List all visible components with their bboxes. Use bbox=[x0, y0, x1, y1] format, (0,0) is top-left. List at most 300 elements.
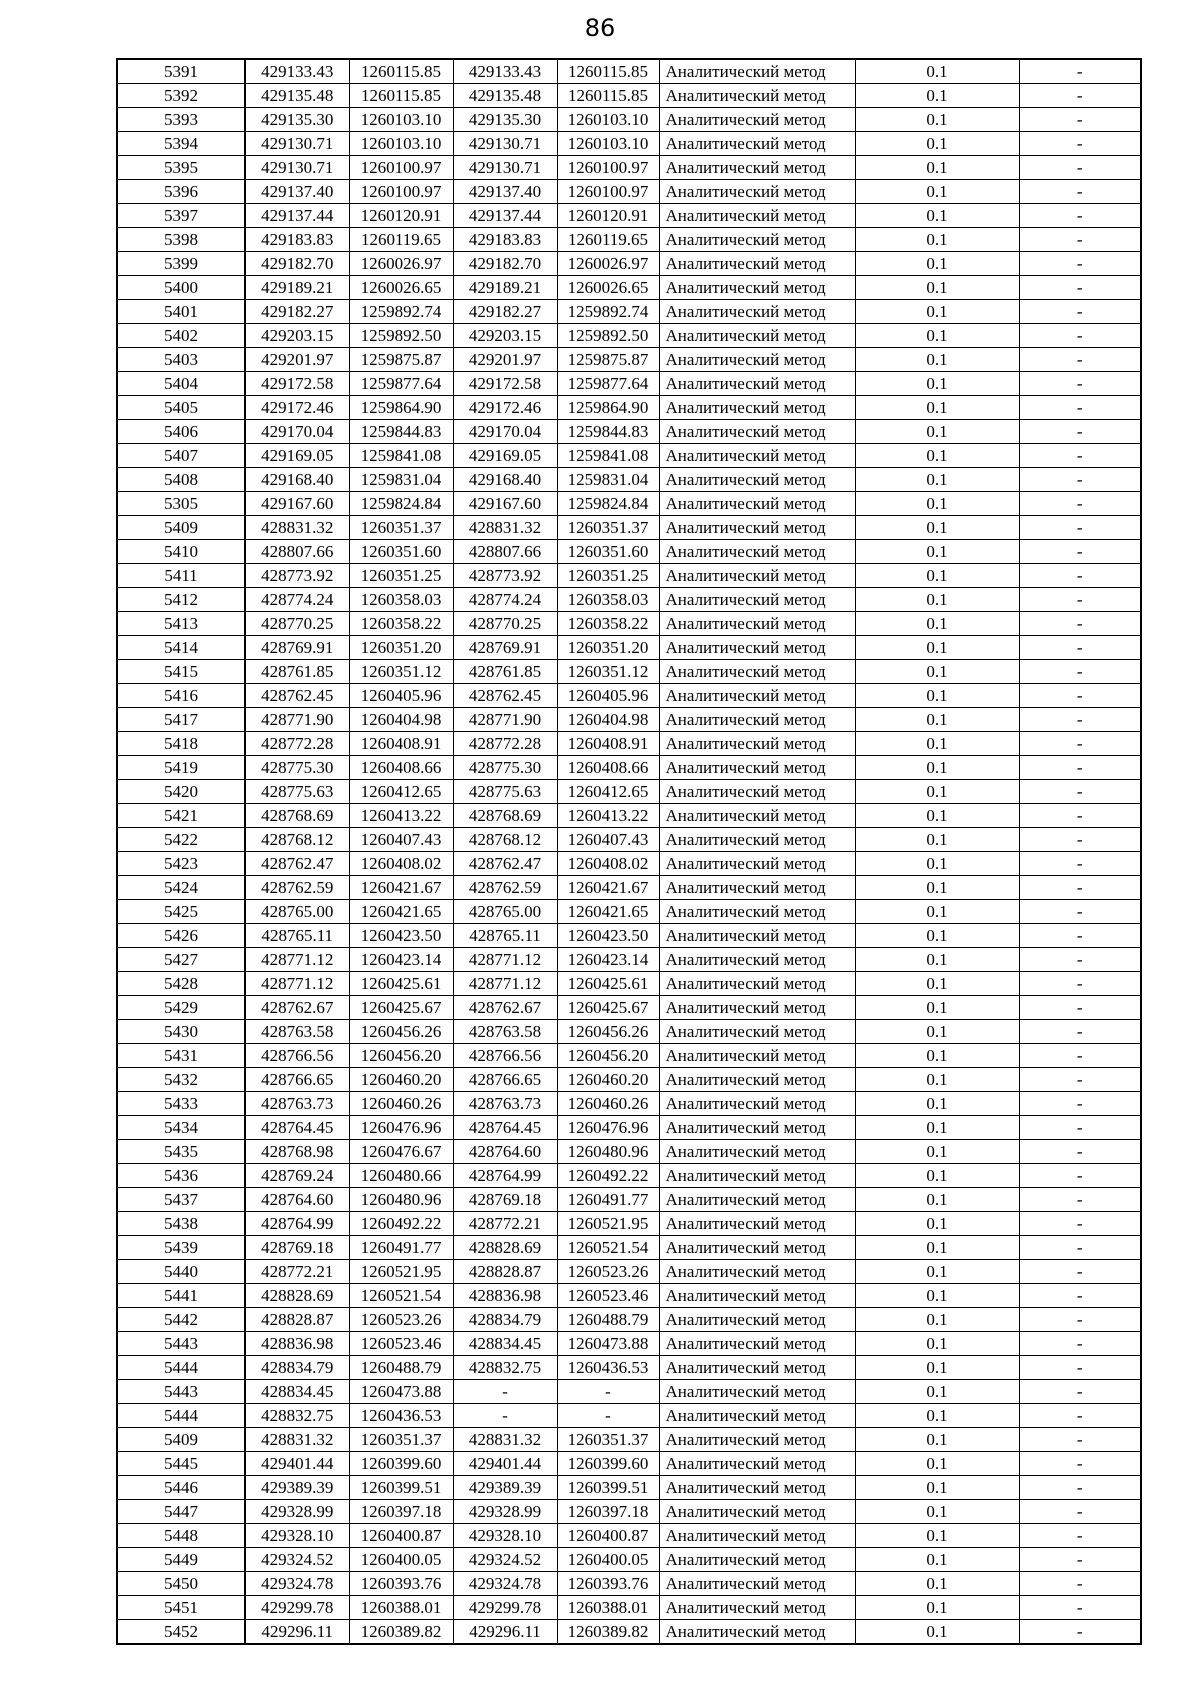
method-cell: Аналитический метод bbox=[659, 132, 855, 156]
method-cell: Аналитический метод bbox=[659, 660, 855, 684]
point-number-cell: 5422 bbox=[117, 828, 245, 852]
x-old-cell: 429137.40 bbox=[245, 180, 349, 204]
accuracy-cell: 0.1 bbox=[855, 1548, 1019, 1572]
note-cell: - bbox=[1019, 684, 1141, 708]
note-cell: - bbox=[1019, 540, 1141, 564]
y-new-cell: - bbox=[557, 1380, 659, 1404]
y-old-cell: 1260389.82 bbox=[349, 1620, 453, 1645]
point-number-cell: 5442 bbox=[117, 1308, 245, 1332]
x-new-cell: 429296.11 bbox=[453, 1620, 557, 1645]
accuracy-cell: 0.1 bbox=[855, 1380, 1019, 1404]
x-old-cell: 429203.15 bbox=[245, 324, 349, 348]
accuracy-cell: 0.1 bbox=[855, 444, 1019, 468]
point-number-cell: 5391 bbox=[117, 59, 245, 84]
y-old-cell: 1260351.20 bbox=[349, 636, 453, 660]
point-number-cell: 5445 bbox=[117, 1452, 245, 1476]
note-cell: - bbox=[1019, 1380, 1141, 1404]
y-old-cell: 1260425.61 bbox=[349, 972, 453, 996]
y-new-cell: 1260103.10 bbox=[557, 108, 659, 132]
y-old-cell: 1260115.85 bbox=[349, 84, 453, 108]
y-new-cell: 1259841.08 bbox=[557, 444, 659, 468]
x-new-cell: 428807.66 bbox=[453, 540, 557, 564]
y-new-cell: 1260351.12 bbox=[557, 660, 659, 684]
table-row bbox=[117, 324, 1141, 348]
accuracy-cell: 0.1 bbox=[855, 780, 1019, 804]
y-new-cell: 1260115.85 bbox=[557, 84, 659, 108]
x-old-cell: 428775.30 bbox=[245, 756, 349, 780]
x-new-cell: 429169.05 bbox=[453, 444, 557, 468]
x-new-cell: 429324.78 bbox=[453, 1572, 557, 1596]
x-new-cell: 428764.60 bbox=[453, 1140, 557, 1164]
accuracy-cell: 0.1 bbox=[855, 828, 1019, 852]
y-old-cell: 1260393.76 bbox=[349, 1572, 453, 1596]
x-old-cell: 428771.12 bbox=[245, 948, 349, 972]
table-row bbox=[117, 876, 1141, 900]
table-row bbox=[117, 1380, 1141, 1404]
table-row bbox=[117, 948, 1141, 972]
method-cell: Аналитический метод bbox=[659, 1188, 855, 1212]
table-row bbox=[117, 1140, 1141, 1164]
y-old-cell: 1260476.67 bbox=[349, 1140, 453, 1164]
x-old-cell: 429183.83 bbox=[245, 228, 349, 252]
y-new-cell: 1260436.53 bbox=[557, 1356, 659, 1380]
x-new-cell: 429328.99 bbox=[453, 1500, 557, 1524]
table-row bbox=[117, 708, 1141, 732]
x-old-cell: 428761.85 bbox=[245, 660, 349, 684]
y-old-cell: 1260480.66 bbox=[349, 1164, 453, 1188]
x-old-cell: 428772.21 bbox=[245, 1260, 349, 1284]
y-new-cell: 1260480.96 bbox=[557, 1140, 659, 1164]
x-old-cell: 429328.99 bbox=[245, 1500, 349, 1524]
x-new-cell: - bbox=[453, 1404, 557, 1428]
table-row bbox=[117, 924, 1141, 948]
accuracy-cell: 0.1 bbox=[855, 180, 1019, 204]
y-new-cell: 1260423.14 bbox=[557, 948, 659, 972]
table-row bbox=[117, 564, 1141, 588]
x-new-cell: 428834.45 bbox=[453, 1332, 557, 1356]
table-row bbox=[117, 852, 1141, 876]
x-old-cell: 428762.45 bbox=[245, 684, 349, 708]
point-number-cell: 5444 bbox=[117, 1404, 245, 1428]
method-cell: Аналитический метод bbox=[659, 756, 855, 780]
note-cell: - bbox=[1019, 1140, 1141, 1164]
note-cell: - bbox=[1019, 1500, 1141, 1524]
y-old-cell: 1260351.37 bbox=[349, 516, 453, 540]
note-cell: - bbox=[1019, 324, 1141, 348]
method-cell: Аналитический метод bbox=[659, 108, 855, 132]
note-cell: - bbox=[1019, 420, 1141, 444]
x-new-cell: 428766.65 bbox=[453, 1068, 557, 1092]
page-number: 86 bbox=[584, 14, 616, 42]
point-number-cell: 5406 bbox=[117, 420, 245, 444]
point-number-cell: 5429 bbox=[117, 996, 245, 1020]
accuracy-cell: 0.1 bbox=[855, 1596, 1019, 1620]
point-number-cell: 5412 bbox=[117, 588, 245, 612]
y-new-cell: 1260405.96 bbox=[557, 684, 659, 708]
table-row bbox=[117, 1068, 1141, 1092]
point-number-cell: 5430 bbox=[117, 1020, 245, 1044]
note-cell: - bbox=[1019, 372, 1141, 396]
x-new-cell: 428831.32 bbox=[453, 1428, 557, 1452]
y-new-cell: 1260351.37 bbox=[557, 516, 659, 540]
y-new-cell: 1260351.20 bbox=[557, 636, 659, 660]
x-new-cell: 429137.40 bbox=[453, 180, 557, 204]
method-cell: Аналитический метод bbox=[659, 204, 855, 228]
x-old-cell: 428836.98 bbox=[245, 1332, 349, 1356]
table-row bbox=[117, 420, 1141, 444]
x-old-cell: 428770.25 bbox=[245, 612, 349, 636]
x-old-cell: 429130.71 bbox=[245, 156, 349, 180]
y-new-cell: 1260425.61 bbox=[557, 972, 659, 996]
x-new-cell: 428771.12 bbox=[453, 948, 557, 972]
y-old-cell: 1260351.60 bbox=[349, 540, 453, 564]
x-old-cell: 429172.58 bbox=[245, 372, 349, 396]
table-row bbox=[117, 108, 1141, 132]
note-cell: - bbox=[1019, 948, 1141, 972]
method-cell: Аналитический метод bbox=[659, 564, 855, 588]
x-old-cell: 428832.75 bbox=[245, 1404, 349, 1428]
table-row bbox=[117, 1428, 1141, 1452]
method-cell: Аналитический метод bbox=[659, 732, 855, 756]
accuracy-cell: 0.1 bbox=[855, 1452, 1019, 1476]
y-new-cell: 1260404.98 bbox=[557, 708, 659, 732]
y-old-cell: 1260400.05 bbox=[349, 1548, 453, 1572]
x-new-cell: 428766.56 bbox=[453, 1044, 557, 1068]
x-new-cell: 429328.10 bbox=[453, 1524, 557, 1548]
y-old-cell: 1260026.65 bbox=[349, 276, 453, 300]
method-cell: Аналитический метод bbox=[659, 420, 855, 444]
x-old-cell: 429324.78 bbox=[245, 1572, 349, 1596]
point-number-cell: 5392 bbox=[117, 84, 245, 108]
y-new-cell: 1260351.37 bbox=[557, 1428, 659, 1452]
point-number-cell: 5444 bbox=[117, 1356, 245, 1380]
y-new-cell: 1260523.26 bbox=[557, 1260, 659, 1284]
y-old-cell: 1260491.77 bbox=[349, 1236, 453, 1260]
table-row bbox=[117, 372, 1141, 396]
accuracy-cell: 0.1 bbox=[855, 1356, 1019, 1380]
x-old-cell: 428769.24 bbox=[245, 1164, 349, 1188]
note-cell: - bbox=[1019, 300, 1141, 324]
table-row bbox=[117, 396, 1141, 420]
method-cell: Аналитический метод bbox=[659, 252, 855, 276]
table-row bbox=[117, 1596, 1141, 1620]
x-new-cell: 429133.43 bbox=[453, 59, 557, 84]
x-new-cell: 428764.99 bbox=[453, 1164, 557, 1188]
y-new-cell: 1260388.01 bbox=[557, 1596, 659, 1620]
accuracy-cell: 0.1 bbox=[855, 1092, 1019, 1116]
table-row bbox=[117, 59, 1141, 84]
note-cell: - bbox=[1019, 900, 1141, 924]
method-cell: Аналитический метод bbox=[659, 444, 855, 468]
table-row bbox=[117, 636, 1141, 660]
point-number-cell: 5399 bbox=[117, 252, 245, 276]
table-row bbox=[117, 588, 1141, 612]
y-new-cell: 1260491.77 bbox=[557, 1188, 659, 1212]
y-new-cell: 1260103.10 bbox=[557, 132, 659, 156]
x-old-cell: 429389.39 bbox=[245, 1476, 349, 1500]
method-cell: Аналитический метод bbox=[659, 59, 855, 84]
accuracy-cell: 0.1 bbox=[855, 228, 1019, 252]
y-old-cell: 1260413.22 bbox=[349, 804, 453, 828]
accuracy-cell: 0.1 bbox=[855, 684, 1019, 708]
point-number-cell: 5413 bbox=[117, 612, 245, 636]
y-new-cell: 1259824.84 bbox=[557, 492, 659, 516]
point-number-cell: 5415 bbox=[117, 660, 245, 684]
note-cell: - bbox=[1019, 1212, 1141, 1236]
table-row bbox=[117, 156, 1141, 180]
y-new-cell: 1259844.83 bbox=[557, 420, 659, 444]
x-old-cell: 428766.56 bbox=[245, 1044, 349, 1068]
y-old-cell: 1260405.96 bbox=[349, 684, 453, 708]
accuracy-cell: 0.1 bbox=[855, 1212, 1019, 1236]
x-new-cell: 428768.69 bbox=[453, 804, 557, 828]
y-new-cell: 1260351.25 bbox=[557, 564, 659, 588]
method-cell: Аналитический метод bbox=[659, 1308, 855, 1332]
y-new-cell: 1260456.20 bbox=[557, 1044, 659, 1068]
y-old-cell: 1260460.20 bbox=[349, 1068, 453, 1092]
x-old-cell: 429133.43 bbox=[245, 59, 349, 84]
method-cell: Аналитический метод bbox=[659, 780, 855, 804]
x-old-cell: 429172.46 bbox=[245, 396, 349, 420]
table-row bbox=[117, 84, 1141, 108]
y-old-cell: 1260423.14 bbox=[349, 948, 453, 972]
note-cell: - bbox=[1019, 708, 1141, 732]
x-old-cell: 429299.78 bbox=[245, 1596, 349, 1620]
y-new-cell: 1260476.96 bbox=[557, 1116, 659, 1140]
x-new-cell: 429130.71 bbox=[453, 132, 557, 156]
accuracy-cell: 0.1 bbox=[855, 59, 1019, 84]
method-cell: Аналитический метод bbox=[659, 180, 855, 204]
point-number-cell: 5407 bbox=[117, 444, 245, 468]
accuracy-cell: 0.1 bbox=[855, 1572, 1019, 1596]
y-new-cell: 1260393.76 bbox=[557, 1572, 659, 1596]
accuracy-cell: 0.1 bbox=[855, 972, 1019, 996]
point-number-cell: 5396 bbox=[117, 180, 245, 204]
accuracy-cell: 0.1 bbox=[855, 1428, 1019, 1452]
table-row bbox=[117, 1044, 1141, 1068]
accuracy-cell: 0.1 bbox=[855, 1164, 1019, 1188]
x-old-cell: 429135.48 bbox=[245, 84, 349, 108]
method-cell: Аналитический метод bbox=[659, 708, 855, 732]
accuracy-cell: 0.1 bbox=[855, 1284, 1019, 1308]
method-cell: Аналитический метод bbox=[659, 1572, 855, 1596]
x-old-cell: 428768.98 bbox=[245, 1140, 349, 1164]
y-new-cell: 1260408.02 bbox=[557, 852, 659, 876]
x-new-cell: - bbox=[453, 1380, 557, 1404]
accuracy-cell: 0.1 bbox=[855, 324, 1019, 348]
table-row bbox=[117, 1308, 1141, 1332]
x-old-cell: 429130.71 bbox=[245, 132, 349, 156]
method-cell: Аналитический метод bbox=[659, 1020, 855, 1044]
x-new-cell: 428762.45 bbox=[453, 684, 557, 708]
y-new-cell: 1260460.26 bbox=[557, 1092, 659, 1116]
x-new-cell: 428763.58 bbox=[453, 1020, 557, 1044]
y-old-cell: 1260521.54 bbox=[349, 1284, 453, 1308]
x-new-cell: 429170.04 bbox=[453, 420, 557, 444]
method-cell: Аналитический метод bbox=[659, 1260, 855, 1284]
y-old-cell: 1260521.95 bbox=[349, 1260, 453, 1284]
y-old-cell: 1260397.18 bbox=[349, 1500, 453, 1524]
y-new-cell: 1260026.65 bbox=[557, 276, 659, 300]
point-number-cell: 5443 bbox=[117, 1332, 245, 1356]
y-new-cell: 1259875.87 bbox=[557, 348, 659, 372]
point-number-cell: 5434 bbox=[117, 1116, 245, 1140]
table-row bbox=[117, 1020, 1141, 1044]
x-new-cell: 429130.71 bbox=[453, 156, 557, 180]
method-cell: Аналитический метод bbox=[659, 372, 855, 396]
x-new-cell: 429135.30 bbox=[453, 108, 557, 132]
x-new-cell: 428771.12 bbox=[453, 972, 557, 996]
note-cell: - bbox=[1019, 804, 1141, 828]
accuracy-cell: 0.1 bbox=[855, 708, 1019, 732]
method-cell: Аналитический метод bbox=[659, 1404, 855, 1428]
point-number-cell: 5428 bbox=[117, 972, 245, 996]
y-old-cell: 1260351.12 bbox=[349, 660, 453, 684]
x-new-cell: 428772.21 bbox=[453, 1212, 557, 1236]
accuracy-cell: 0.1 bbox=[855, 1068, 1019, 1092]
table-row bbox=[117, 732, 1141, 756]
accuracy-cell: 0.1 bbox=[855, 1020, 1019, 1044]
accuracy-cell: 0.1 bbox=[855, 660, 1019, 684]
note-cell: - bbox=[1019, 252, 1141, 276]
method-cell: Аналитический метод bbox=[659, 684, 855, 708]
point-number-cell: 5414 bbox=[117, 636, 245, 660]
accuracy-cell: 0.1 bbox=[855, 876, 1019, 900]
note-cell: - bbox=[1019, 1188, 1141, 1212]
table-row bbox=[117, 228, 1141, 252]
x-old-cell: 429189.21 bbox=[245, 276, 349, 300]
y-old-cell: 1260103.10 bbox=[349, 132, 453, 156]
table-row bbox=[117, 540, 1141, 564]
x-old-cell: 428764.45 bbox=[245, 1116, 349, 1140]
accuracy-cell: 0.1 bbox=[855, 84, 1019, 108]
accuracy-cell: 0.1 bbox=[855, 372, 1019, 396]
x-old-cell: 428775.63 bbox=[245, 780, 349, 804]
note-cell: - bbox=[1019, 276, 1141, 300]
method-cell: Аналитический метод bbox=[659, 1332, 855, 1356]
x-new-cell: 428762.67 bbox=[453, 996, 557, 1020]
y-new-cell: 1260397.18 bbox=[557, 1500, 659, 1524]
x-new-cell: 428770.25 bbox=[453, 612, 557, 636]
y-new-cell: 1260120.91 bbox=[557, 204, 659, 228]
accuracy-cell: 0.1 bbox=[855, 1620, 1019, 1645]
y-old-cell: 1260100.97 bbox=[349, 180, 453, 204]
x-old-cell: 428772.28 bbox=[245, 732, 349, 756]
x-old-cell: 429168.40 bbox=[245, 468, 349, 492]
y-old-cell: 1259864.90 bbox=[349, 396, 453, 420]
method-cell: Аналитический метод bbox=[659, 1380, 855, 1404]
accuracy-cell: 0.1 bbox=[855, 1332, 1019, 1356]
accuracy-cell: 0.1 bbox=[855, 396, 1019, 420]
method-cell: Аналитический метод bbox=[659, 1068, 855, 1092]
point-number-cell: 5437 bbox=[117, 1188, 245, 1212]
y-old-cell: 1260358.03 bbox=[349, 588, 453, 612]
x-new-cell: 429203.15 bbox=[453, 324, 557, 348]
note-cell: - bbox=[1019, 732, 1141, 756]
note-cell: - bbox=[1019, 828, 1141, 852]
x-old-cell: 429135.30 bbox=[245, 108, 349, 132]
method-cell: Аналитический метод bbox=[659, 1596, 855, 1620]
y-old-cell: 1260400.87 bbox=[349, 1524, 453, 1548]
method-cell: Аналитический метод bbox=[659, 324, 855, 348]
y-new-cell: 1259892.74 bbox=[557, 300, 659, 324]
y-new-cell: 1260473.88 bbox=[557, 1332, 659, 1356]
table-row bbox=[117, 756, 1141, 780]
point-number-cell: 5305 bbox=[117, 492, 245, 516]
note-cell: - bbox=[1019, 204, 1141, 228]
accuracy-cell: 0.1 bbox=[855, 420, 1019, 444]
method-cell: Аналитический метод bbox=[659, 876, 855, 900]
note-cell: - bbox=[1019, 660, 1141, 684]
y-new-cell: 1260408.91 bbox=[557, 732, 659, 756]
y-old-cell: 1260412.65 bbox=[349, 780, 453, 804]
x-old-cell: 428834.79 bbox=[245, 1356, 349, 1380]
method-cell: Аналитический метод bbox=[659, 636, 855, 660]
point-number-cell: 5449 bbox=[117, 1548, 245, 1572]
accuracy-cell: 0.1 bbox=[855, 492, 1019, 516]
x-new-cell: 429182.70 bbox=[453, 252, 557, 276]
accuracy-cell: 0.1 bbox=[855, 156, 1019, 180]
note-cell: - bbox=[1019, 1260, 1141, 1284]
x-new-cell: 429172.46 bbox=[453, 396, 557, 420]
table-row bbox=[117, 468, 1141, 492]
y-new-cell: 1260358.22 bbox=[557, 612, 659, 636]
note-cell: - bbox=[1019, 492, 1141, 516]
method-cell: Аналитический метод bbox=[659, 972, 855, 996]
point-number-cell: 5451 bbox=[117, 1596, 245, 1620]
x-old-cell: 428831.32 bbox=[245, 516, 349, 540]
note-cell: - bbox=[1019, 1044, 1141, 1068]
method-cell: Аналитический метод bbox=[659, 1356, 855, 1380]
point-number-cell: 5446 bbox=[117, 1476, 245, 1500]
y-old-cell: 1259892.50 bbox=[349, 324, 453, 348]
accuracy-cell: 0.1 bbox=[855, 108, 1019, 132]
note-cell: - bbox=[1019, 1428, 1141, 1452]
point-number-cell: 5397 bbox=[117, 204, 245, 228]
y-old-cell: 1260421.67 bbox=[349, 876, 453, 900]
note-cell: - bbox=[1019, 228, 1141, 252]
accuracy-cell: 0.1 bbox=[855, 900, 1019, 924]
point-number-cell: 5439 bbox=[117, 1236, 245, 1260]
accuracy-cell: 0.1 bbox=[855, 516, 1019, 540]
point-number-cell: 5409 bbox=[117, 1428, 245, 1452]
point-number-cell: 5418 bbox=[117, 732, 245, 756]
method-cell: Аналитический метод bbox=[659, 1428, 855, 1452]
y-new-cell: - bbox=[557, 1404, 659, 1428]
x-new-cell: 429137.44 bbox=[453, 204, 557, 228]
note-cell: - bbox=[1019, 156, 1141, 180]
point-number-cell: 5410 bbox=[117, 540, 245, 564]
y-new-cell: 1260100.97 bbox=[557, 156, 659, 180]
x-old-cell: 428828.87 bbox=[245, 1308, 349, 1332]
table-row bbox=[117, 348, 1141, 372]
y-new-cell: 1260399.60 bbox=[557, 1452, 659, 1476]
table-row bbox=[117, 180, 1141, 204]
y-new-cell: 1259877.64 bbox=[557, 372, 659, 396]
y-old-cell: 1260423.50 bbox=[349, 924, 453, 948]
y-old-cell: 1260480.96 bbox=[349, 1188, 453, 1212]
y-old-cell: 1260425.67 bbox=[349, 996, 453, 1020]
x-old-cell: 429182.27 bbox=[245, 300, 349, 324]
note-cell: - bbox=[1019, 1572, 1141, 1596]
accuracy-cell: 0.1 bbox=[855, 996, 1019, 1020]
x-old-cell: 428769.18 bbox=[245, 1236, 349, 1260]
y-new-cell: 1260389.82 bbox=[557, 1620, 659, 1645]
x-new-cell: 428762.47 bbox=[453, 852, 557, 876]
accuracy-cell: 0.1 bbox=[855, 756, 1019, 780]
method-cell: Аналитический метод bbox=[659, 228, 855, 252]
note-cell: - bbox=[1019, 1284, 1141, 1308]
